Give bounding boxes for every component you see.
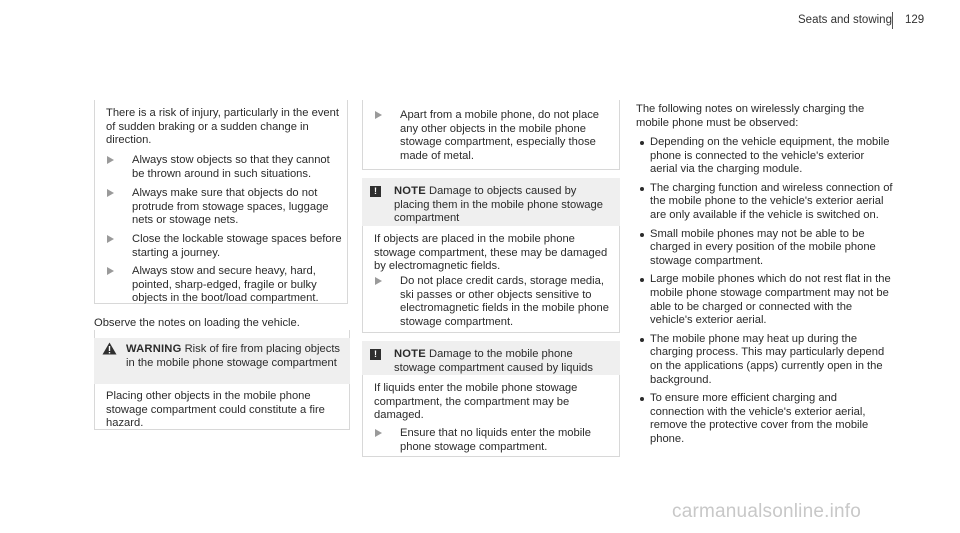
warning-body: Placing other objects in the mobile phone stowage compartment could constitute a fire hazard.: [106, 390, 325, 430]
risk-intro: There is a risk of injury, particularly in the event of sudden braking or a sudden change in direction.: [106, 107, 339, 147]
step-stow-objects: [106, 154, 342, 181]
step-arrow-icon: [106, 267, 115, 276]
step-text: Always make sure that objects do not protrude from stowage spaces, luggage nets or stowage nets.: [132, 187, 329, 227]
warning-triangle-icon: [102, 342, 117, 355]
step-text: Close the lockable stowage spaces before starting a journey.: [132, 233, 342, 259]
list-item: The charging function and wireless connection of the mobile phone to the vehicle's exterior aerial are only available if the vehicle is switched on.: [636, 182, 894, 223]
note-box-objects-content: [362, 178, 620, 333]
note-header: [362, 341, 620, 375]
note-body: If objects are placed in the mobile phone stowage compartment, these may be damaged by electromagnetic fields.: [374, 233, 608, 273]
exclamation-icon: !: [370, 186, 381, 197]
step-close-lockable: [106, 233, 342, 260]
wireless-charging-intro: The following notes on wirelessly charging the mobile phone must be observed:: [636, 103, 865, 129]
step-arrow-icon: [374, 111, 383, 120]
list-item: The mobile phone may heat up during the charging process. This may particularly depend on the applications (apps) currently open in the background.: [636, 333, 894, 387]
step-arrow-icon: [106, 156, 115, 165]
note-label: NOTE: [394, 348, 426, 360]
list-item: Small mobile phones may not be able to be charged in every position of the mobile phone stowage compartment.: [636, 228, 894, 269]
list-item: Depending on the vehicle equipment, the mobile phone is connected to the vehicle's exterior aerial via the charging module.: [636, 136, 894, 177]
note-heading: [394, 185, 614, 226]
note-label: NOTE: [394, 185, 426, 197]
note-box-liquids-content: [362, 341, 620, 457]
observe-loading-text: Observe the notes on loading the vehicle.: [94, 317, 300, 329]
warning-box-content: [94, 338, 350, 428]
note-title: Damage to objects caused by placing them in the mobile phone stowage compartment: [394, 185, 603, 225]
step-no-metal: [374, 109, 614, 163]
step-text: Always stow objects so that they cannot be thrown around in such situations.: [132, 154, 330, 180]
step-arrow-icon: [374, 277, 383, 286]
step-arrow-icon: [106, 235, 115, 244]
note-title: Damage to the mobile phone stowage compartment caused by liquids: [394, 348, 593, 374]
page-number: 129: [905, 14, 925, 26]
step-no-protrude: [106, 187, 342, 228]
section-title: Seats and stowing: [798, 14, 892, 26]
wireless-charging-notes: [636, 136, 894, 446]
step-secure-heavy: [106, 265, 342, 306]
step-no-liquids: [374, 427, 612, 454]
step-text: Apart from a mobile phone, do not place any other objects in the mobile phone stowage compartment, especially those made of metal.: [400, 109, 600, 162]
step-arrow-icon: [106, 189, 115, 198]
step-text: Ensure that no liquids enter the mobile phone stowage compartment.: [400, 427, 591, 453]
note-header: [362, 178, 620, 226]
step-no-credit-cards: [374, 275, 612, 329]
warning-label: WARNING: [126, 343, 182, 355]
warning-heading: [126, 343, 344, 370]
note-heading: [394, 348, 614, 375]
step-text: Always stow and secure heavy, hard, pointed, sharp-edged, fragile or bulky objects in the boot/load compartment.: [132, 265, 319, 305]
warning-header: [94, 338, 350, 384]
note-body: If liquids enter the mobile phone stowage compartment, the compartment may be damaged.: [374, 382, 578, 422]
header-divider: [892, 12, 893, 29]
watermark: carmanualsonline.info: [672, 501, 862, 522]
step-text: Do not place credit cards, storage media, ski passes or other objects sensitive to electromagnetic fields in the mobile phone stowage compartment.: [400, 275, 609, 328]
exclamation-icon: !: [370, 349, 381, 360]
list-item: To ensure more efficient charging and connection with the vehicle's exterior aerial, remove the protective cover from the mobile phone.: [636, 392, 894, 446]
step-arrow-icon: [374, 429, 383, 438]
warning-title: Risk of fire from placing objects in the mobile phone stowage compartment: [126, 343, 341, 369]
list-item: Large mobile phones which do not rest flat in the mobile phone stowage compartment may not be able to be charged or connected with the vehicle's exterior aerial.: [636, 273, 894, 327]
